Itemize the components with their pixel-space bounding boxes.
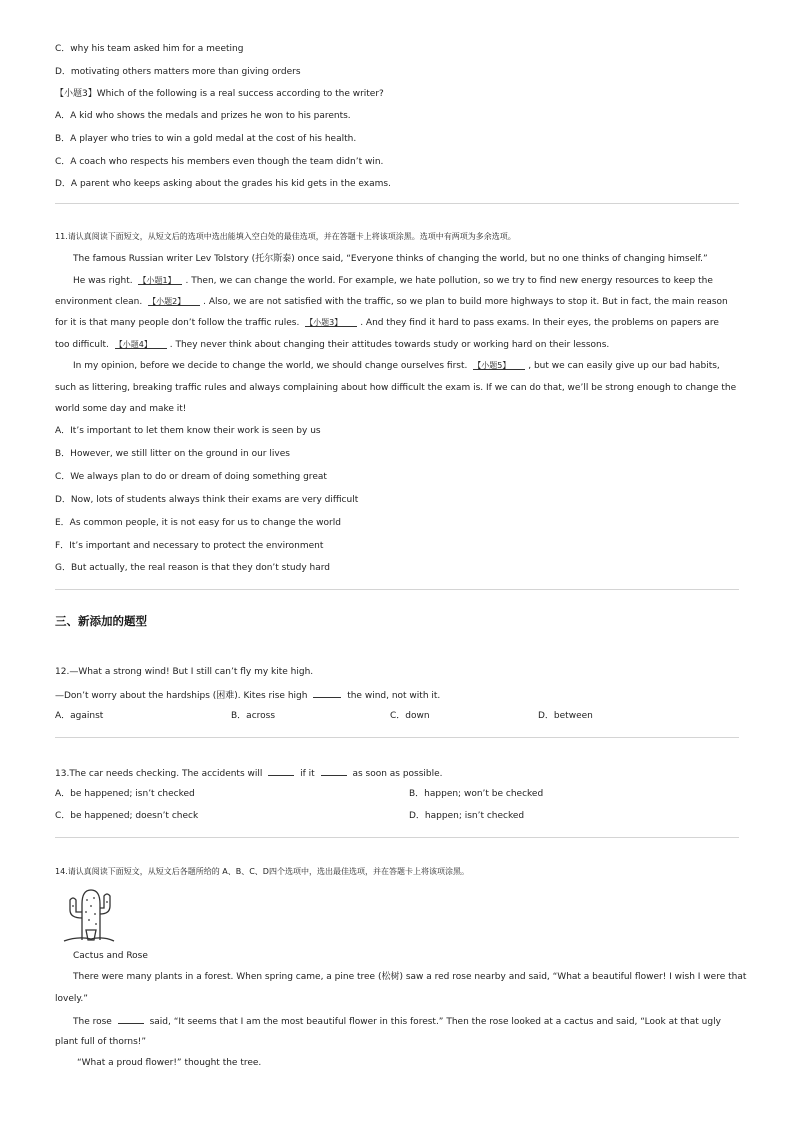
text: In my opinion, before we decide to change the world, we should change ourselves first.: [73, 361, 468, 371]
text: environment clean.: [55, 297, 143, 307]
text: , but we can easily give up our bad habits,: [528, 361, 720, 371]
q11-paragraph: [55, 296, 728, 308]
q3-option-d: D．A parent who keeps asking about the grades his kid gets in the exams.: [55, 179, 391, 189]
q13-option-b: B．happen; won’t be checked: [409, 789, 544, 799]
text: too difficult.: [55, 340, 109, 350]
q11-paragraph: [73, 275, 713, 287]
text: . Then, we can change the world. For example, we hate pollution, so we try to find new energy resources to keep the: [185, 276, 713, 286]
divider: [55, 837, 739, 838]
answer-blank: [138, 275, 182, 285]
q11-option: F．It’s important and necessary to protect the environment: [55, 541, 324, 551]
text: as soon as possible.: [352, 769, 443, 779]
q3-option-c: C．A coach who respects his members even though the team didn’t win.: [55, 157, 384, 167]
text: for it is that many people don’t follow the traffic rules.: [55, 318, 300, 328]
text: . Also, we are not satisfied with the traffic, so we plan to build more highways to stop it. But in fact, the main reason: [203, 297, 728, 307]
q12-option-c: C．down: [390, 711, 430, 721]
q13-option-c: C．be happened; doesn’t check: [55, 811, 199, 821]
q13-stem: [55, 766, 443, 780]
section-title: 三、新添加的题型: [55, 614, 147, 628]
text: . They never think about changing their attitudes towards study or working hard on their lessons.: [169, 340, 610, 350]
answer-blank: [118, 1014, 144, 1024]
story-paragraph: lovely.”: [55, 994, 88, 1004]
text: 13.The car needs checking. The accidents will: [55, 769, 263, 779]
option-d: D．motivating others matters more than giving orders: [55, 67, 301, 77]
q11-paragraph: The famous Russian writer Lev Tolstory (托尔斯泰) once said, “Everyone thinks of changing the world, but no one thinks of changing himself.”: [73, 254, 708, 264]
text: the wind, not with it.: [347, 691, 441, 701]
q11-paragraph: [55, 339, 609, 351]
q11-option: E．As common people, it is not easy for us to change the world: [55, 518, 341, 528]
answer-blank: [473, 360, 525, 370]
story-paragraph: [73, 1014, 721, 1028]
q12-line: [55, 688, 440, 702]
q12-line: 12.—What a strong wind! But I still can’t fly my kite high.: [55, 667, 314, 677]
story-paragraph: There were many plants in a forest. When spring came, a pine tree (松树) saw a red rose nearby and said, “What a beautiful flower! I wish I were that: [73, 972, 747, 982]
blank-label: 【小题5】: [473, 361, 511, 370]
q12-option-b: B．across: [231, 711, 276, 721]
q11-paragraph: such as littering, breaking traffic rules and always complaining about how difficult the exam is. If we can do that, we’ll be strong enough to change the: [55, 383, 737, 393]
q11-paragraph: [55, 317, 719, 329]
text: said, “It seems that I am the most beautiful flower in this forest.” Then the rose looked at a cactus and said, “Look at that ugly: [149, 1017, 721, 1027]
story-paragraph: plant full of thorns!”: [55, 1037, 147, 1047]
story-paragraph: “What a proud flower!” thought the tree.: [77, 1058, 262, 1068]
q11-option: B．However, we still litter on the ground in our lives: [55, 449, 290, 459]
blank-label: 【小题3】: [305, 318, 343, 327]
answer-blank: [148, 296, 200, 306]
q11-paragraph: world some day and make it!: [55, 404, 187, 414]
q12-option-d: D．between: [538, 711, 593, 721]
blank-label: 【小题4】: [114, 340, 152, 349]
answer-blank: [313, 688, 341, 698]
q12-option-a: A．against: [55, 711, 104, 721]
answer-blank: [321, 766, 347, 776]
q11-option: D．Now, lots of students always think their exams are very difficult: [55, 495, 359, 505]
divider: [55, 737, 739, 738]
option-c: C．why his team asked him for a meeting: [55, 44, 244, 54]
answer-blank: [305, 317, 357, 327]
text: He was right.: [73, 276, 133, 286]
answer-blank: [115, 339, 167, 349]
cactus-illustration-icon: [58, 884, 116, 944]
text: —Don’t worry about the hardships (困难). Kites rise high: [55, 691, 308, 701]
q14-instruction: 14.请认真阅读下面短文，从短文后各题所给的 A、B、C、D四个选项中，选出最佳选项，并在答题卡上将该项涂黑。: [55, 867, 469, 876]
q11-instruction: 11.请认真阅读下面短文，从短文后的选项中选出能填入空白处的最佳选项，并在答题卡上将该项涂黑。选项中有两项为多余选项。: [55, 232, 516, 241]
q11-option: A．It’s important to let them know their work is seen by us: [55, 426, 321, 436]
q11-paragraph: [73, 360, 720, 372]
blank-label: 【小题2】: [148, 297, 186, 306]
q13-option-d: D．happen; isn’t checked: [409, 811, 525, 821]
q3-stem: 【小题3】Which of the following is a real success according to the writer?: [55, 89, 384, 99]
q11-option: G．But actually, the real reason is that they don’t study hard: [55, 563, 330, 573]
q3-option-b: B．A player who tries to win a gold medal at the cost of his health.: [55, 134, 357, 144]
divider: [55, 203, 739, 204]
divider: [55, 589, 739, 590]
story-title: Cactus and Rose: [73, 951, 148, 961]
blank-label: 【小题1】: [138, 276, 176, 285]
q11-option: C．We always plan to do or dream of doing something great: [55, 472, 327, 482]
q13-option-a: A．be happened; isn’t checked: [55, 789, 195, 799]
text: if it: [300, 769, 315, 779]
answer-blank: [268, 766, 294, 776]
q3-option-a: A．A kid who shows the medals and prizes he won to his parents.: [55, 111, 351, 121]
text: . And they find it hard to pass exams. In their eyes, the problems on papers are: [360, 318, 719, 328]
text: The rose: [73, 1017, 112, 1027]
